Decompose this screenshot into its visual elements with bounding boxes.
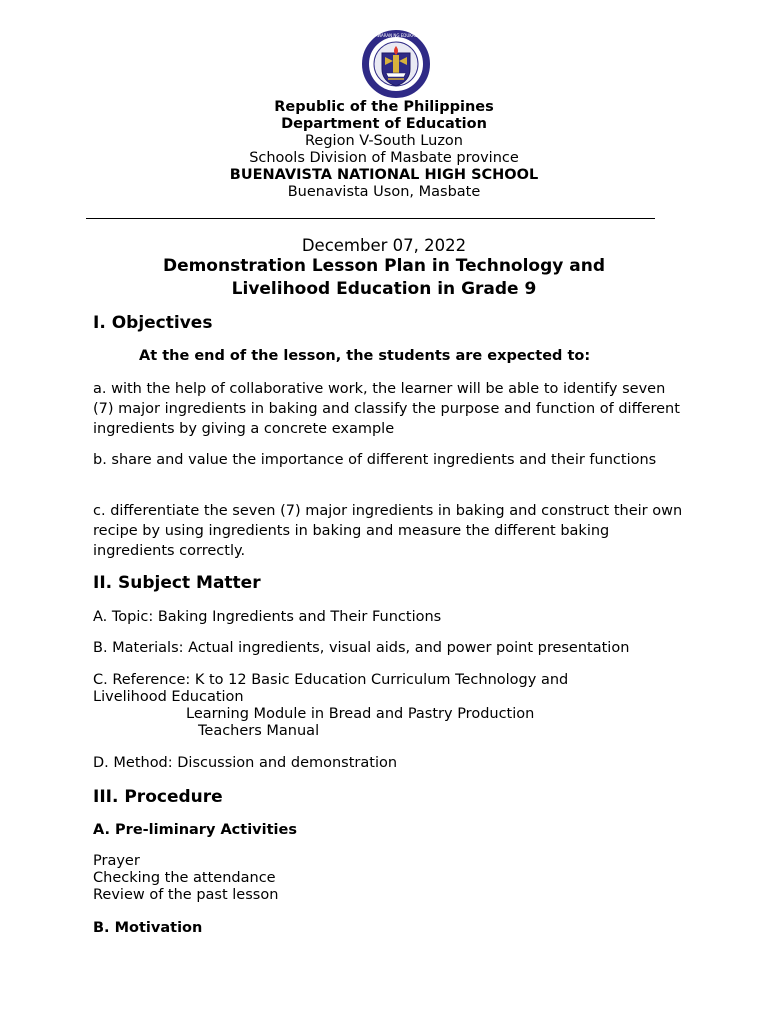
topic-line: A. Topic: Baking Ingredients and Their Functions	[93, 609, 442, 625]
deped-seal-logo	[355, 29, 437, 99]
objective-item-a: a. with the help of collaborative work, the learner will be able to identify seven (7) major ingredients in baking and classify the purpose and function of different ingredients by giving a concrete example	[93, 381, 680, 437]
school-address: Buenavista Uson, Masbate	[287, 184, 481, 200]
region-line: Region V-South Luzon	[305, 133, 463, 149]
school-name: BUENAVISTA NATIONAL HIGH SCHOOL	[229, 167, 539, 183]
seal-text-top: KAGAWARAN NG EDUKASYON	[366, 33, 426, 38]
republic-line: Republic of the Philippines	[274, 99, 494, 115]
preliminary-heading: A. Pre-liminary Activities	[93, 822, 297, 838]
objective-item-b: b. share and value the importance of different ingredients and their functions	[93, 452, 657, 468]
objective-item-c: c. differentiate the seven (7) major ingredients in baking and construct their own recipe by using ingredients in baking and measure the different baking ingredients correctly.	[93, 503, 683, 559]
preliminary-item-prayer: Prayer	[93, 853, 140, 869]
method-line: D. Method: Discussion and demonstration	[93, 755, 398, 771]
reference-line-3: Learning Module in Bread and Pastry Production	[186, 706, 535, 722]
procedure-heading: III. Procedure	[93, 787, 223, 807]
title-line-2: Livelihood Education in Grade 9	[231, 279, 537, 299]
title-line-1: Demonstration Lesson Plan in Technology and	[162, 256, 606, 276]
preliminary-item-attendance: Checking the attendance	[93, 870, 276, 886]
reference-line-1: C. Reference: K to 12 Basic Education Curriculum Technology and	[93, 672, 569, 688]
subject-matter-heading: II. Subject Matter	[93, 573, 261, 593]
materials-line: B. Materials: Actual ingredients, visual aids, and power point presentation	[93, 640, 630, 656]
division-line: Schools Division of Masbate province	[249, 150, 519, 166]
document-header	[0, 99, 768, 201]
objectives-intro: At the end of the lesson, the students are expected to:	[139, 348, 591, 364]
objectives-heading: I. Objectives	[93, 313, 213, 333]
header-divider	[86, 218, 655, 219]
motivation-heading: B. Motivation	[93, 920, 203, 936]
reference-line-2: Livelihood Education	[93, 689, 244, 705]
department-line: Department of Education	[281, 116, 487, 132]
document-title	[0, 255, 768, 301]
preliminary-item-review: Review of the past lesson	[93, 887, 279, 903]
document-date: December 07, 2022	[301, 236, 467, 255]
reference-line-4: Teachers Manual	[198, 723, 320, 739]
